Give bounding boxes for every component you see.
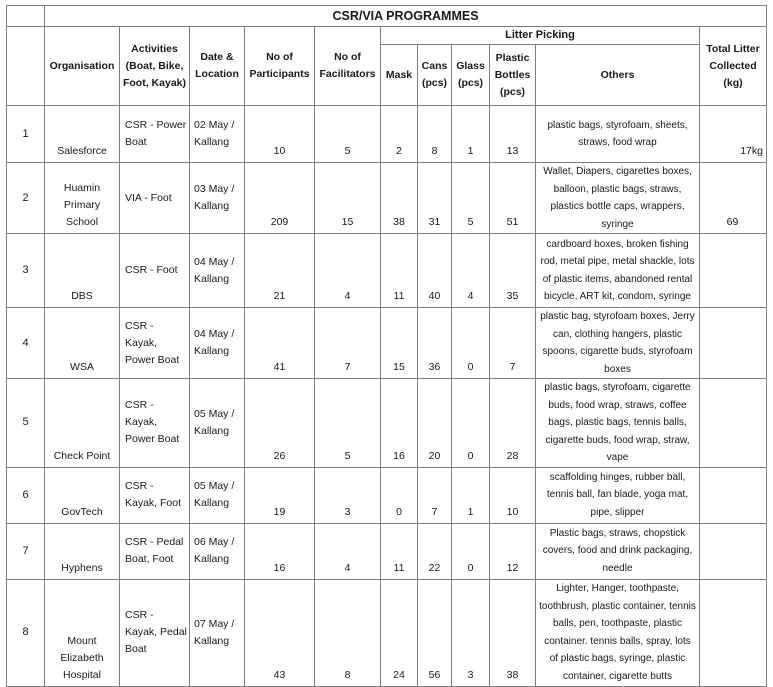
plastic-bottles-cell: 51 [490, 163, 536, 234]
glass-cell: 0 [452, 523, 490, 579]
participants-cell: 21 [245, 234, 315, 308]
glass-cell: 5 [452, 163, 490, 234]
total-cell [700, 579, 767, 686]
others-cell: cardboard boxes, broken fishing rod, metal pipe, metal shackle, lots of plastic items, abandoned rental bicycle, ART kit, condom, syringe [536, 234, 700, 308]
activity-cell: CSR - Kayak, Power Boat [120, 308, 190, 379]
participants-cell: 26 [245, 379, 315, 468]
participants-header: No of Participants [245, 27, 315, 106]
organisation-cell: Huamin Primary School [45, 163, 120, 234]
activity-cell: CSR - Kayak, Power Boat [120, 379, 190, 468]
row-number: 2 [7, 163, 45, 234]
row-number: 1 [7, 106, 45, 163]
organisation-header: Organisation [45, 27, 120, 106]
row-number: 6 [7, 467, 45, 523]
plastic-bottles-cell: 7 [490, 308, 536, 379]
glass-header: Glass (pcs) [452, 45, 490, 106]
index-header [7, 27, 45, 106]
glass-cell: 1 [452, 467, 490, 523]
date-location-cell: 04 May / Kallang [190, 234, 245, 308]
cans-header: Cans (pcs) [418, 45, 452, 106]
cans-cell: 20 [418, 379, 452, 468]
date-location-cell: 05 May / Kallang [190, 467, 245, 523]
table-row [7, 467, 767, 523]
facilitators-cell: 5 [315, 379, 381, 468]
others-cell: scaffolding hinges, rubber ball, tennis ball, fan blade, yoga mat, pipe, slipper [536, 467, 700, 523]
participants-cell: 16 [245, 523, 315, 579]
plastic-bottles-cell: 12 [490, 523, 536, 579]
total-cell [700, 379, 767, 468]
plastic-bottles-cell: 35 [490, 234, 536, 308]
mask-cell: 2 [381, 106, 418, 163]
mask-cell: 16 [381, 379, 418, 468]
mask-cell: 38 [381, 163, 418, 234]
facilitators-header: No of Facilitators [315, 27, 381, 106]
cans-cell: 56 [418, 579, 452, 686]
organisation-cell: Mount Elizabeth Hospital [45, 579, 120, 686]
others-cell: plastic bag, styrofoam boxes, Jerry can, clothing hangers, plastic spoons, cigarette buds, styrofoam boxes [536, 308, 700, 379]
glass-cell: 0 [452, 379, 490, 468]
cans-cell: 40 [418, 234, 452, 308]
litter-picking-header: Litter Picking [381, 27, 700, 45]
mask-header: Mask [381, 45, 418, 106]
organisation-cell: DBS [45, 234, 120, 308]
facilitators-cell: 5 [315, 106, 381, 163]
row-number: 5 [7, 379, 45, 468]
mask-cell: 15 [381, 308, 418, 379]
activity-cell: CSR - Kayak, Foot [120, 467, 190, 523]
others-cell: Lighter, Hanger, toothpaste, toothbrush, plastic container, tennis balls, pen, toothpaste, plastic container. tennis balls, spray, lots of plastic bags, syringe, plastic container, cigarette butts [536, 579, 700, 686]
total-litter-header: Total Litter Collected (kg) [700, 27, 767, 106]
table-row [7, 308, 767, 379]
others-cell: plastic bags, styrofoam, sheets, straws, food wrap [536, 106, 700, 163]
participants-cell: 19 [245, 467, 315, 523]
csr-programmes-table [6, 5, 767, 687]
date-location-cell: 03 May / Kallang [190, 163, 245, 234]
glass-cell: 1 [452, 106, 490, 163]
table-row [7, 234, 767, 308]
activity-cell: CSR - Power Boat [120, 106, 190, 163]
plastic-bottles-cell: 13 [490, 106, 536, 163]
date-location-cell: 02 May / Kallang [190, 106, 245, 163]
mask-cell: 11 [381, 523, 418, 579]
organisation-cell: Salesforce [45, 106, 120, 163]
organisation-cell: WSA [45, 308, 120, 379]
corner-cell [7, 6, 45, 27]
date-location-header: Date & Location [190, 27, 245, 106]
others-header: Others [536, 45, 700, 106]
glass-cell: 3 [452, 579, 490, 686]
total-cell: 17kg [700, 106, 767, 163]
organisation-cell: Check Point [45, 379, 120, 468]
date-location-cell: 05 May / Kallang [190, 379, 245, 468]
plastic-bottles-cell: 10 [490, 467, 536, 523]
activity-cell: VIA - Foot [120, 163, 190, 234]
participants-cell: 43 [245, 579, 315, 686]
total-cell [700, 523, 767, 579]
mask-cell: 24 [381, 579, 418, 686]
total-cell: 69 [700, 163, 767, 234]
activity-cell: CSR - Kayak, Pedal Boat [120, 579, 190, 686]
facilitators-cell: 7 [315, 308, 381, 379]
participants-cell: 10 [245, 106, 315, 163]
others-cell: Wallet, Diapers, cigarettes boxes, balloon, plastic bags, straws, plastics bottle caps, wrappers, syringe [536, 163, 700, 234]
participants-cell: 41 [245, 308, 315, 379]
cans-cell: 8 [418, 106, 452, 163]
total-cell [700, 308, 767, 379]
others-cell: plastic bags, styrofoam, cigarette buds, food wrap, straws, coffee bags, plastic bags, tennis balls, cigarette buds, food wrap, straw, vape [536, 379, 700, 468]
date-location-cell: 07 May / Kallang [190, 579, 245, 686]
activity-cell: CSR - Foot [120, 234, 190, 308]
table-row [7, 579, 767, 686]
plastic-bottles-cell: 28 [490, 379, 536, 468]
organisation-cell: Hyphens [45, 523, 120, 579]
cans-cell: 36 [418, 308, 452, 379]
activities-header: Activities (Boat, Bike, Foot, Kayak) [120, 27, 190, 106]
cans-cell: 31 [418, 163, 452, 234]
organisation-cell: GovTech [45, 467, 120, 523]
others-cell: Plastic bags, straws, chopstick covers, food and drink packaging, needle [536, 523, 700, 579]
table-row [7, 163, 767, 234]
plastic-bottles-cell: 38 [490, 579, 536, 686]
row-number: 3 [7, 234, 45, 308]
total-cell [700, 234, 767, 308]
facilitators-cell: 8 [315, 579, 381, 686]
plastic-bottles-header: Plastic Bottles (pcs) [490, 45, 536, 106]
table-row [7, 523, 767, 579]
facilitators-cell: 4 [315, 234, 381, 308]
mask-cell: 0 [381, 467, 418, 523]
date-location-cell: 04 May / Kallang [190, 308, 245, 379]
row-number: 7 [7, 523, 45, 579]
row-number: 8 [7, 579, 45, 686]
glass-cell: 0 [452, 308, 490, 379]
participants-cell: 209 [245, 163, 315, 234]
facilitators-cell: 15 [315, 163, 381, 234]
date-location-cell: 06 May / Kallang [190, 523, 245, 579]
cans-cell: 7 [418, 467, 452, 523]
row-number: 4 [7, 308, 45, 379]
facilitators-cell: 4 [315, 523, 381, 579]
cans-cell: 22 [418, 523, 452, 579]
activity-cell: CSR - Pedal Boat, Foot [120, 523, 190, 579]
mask-cell: 11 [381, 234, 418, 308]
total-cell [700, 467, 767, 523]
facilitators-cell: 3 [315, 467, 381, 523]
table-row [7, 379, 767, 468]
table-row [7, 106, 767, 163]
table-title: CSR/VIA PROGRAMMES [45, 6, 767, 27]
glass-cell: 4 [452, 234, 490, 308]
